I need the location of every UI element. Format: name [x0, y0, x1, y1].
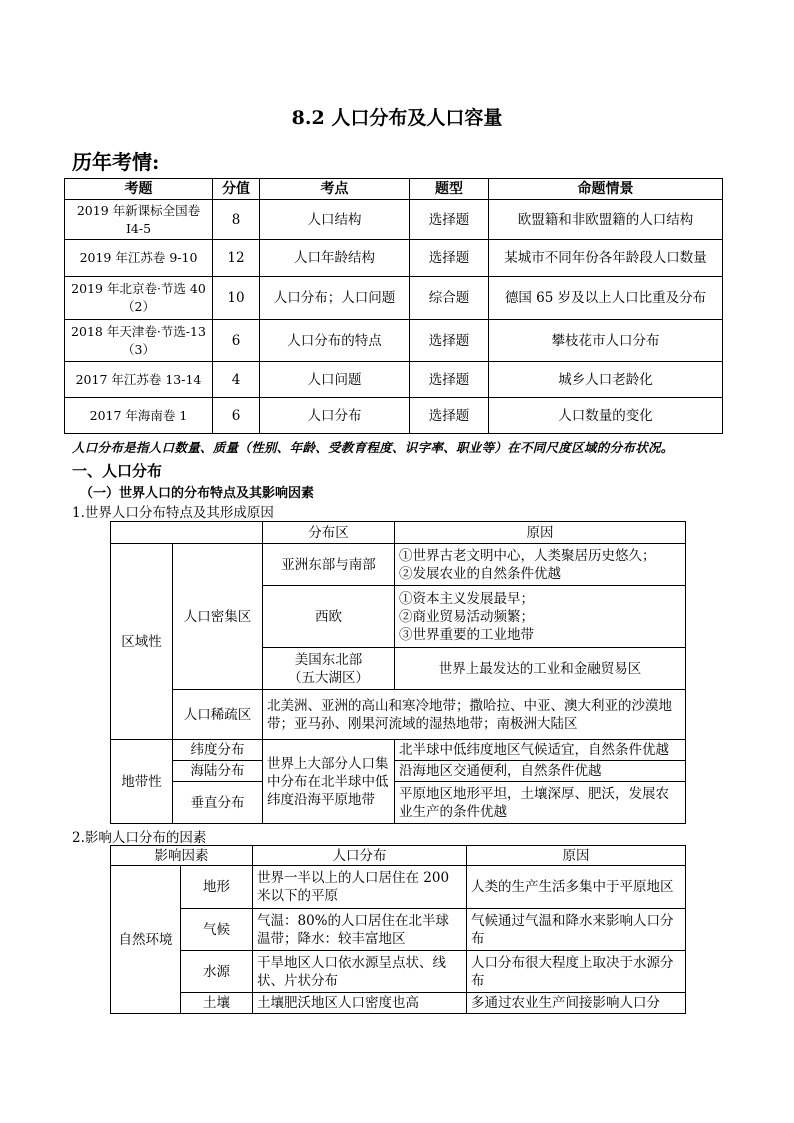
cell-context: 攀枝花市人口分布 [489, 320, 723, 362]
area-line: 美国东北部 [294, 651, 363, 668]
vertical-reason: 平原地区地形平坦，土壤深厚、肥沃，发展农业生产的条件优越 [395, 782, 686, 824]
sparse-description: 北美洲、亚洲的高山和寒冷地带；撒哈拉、中亚、澳大利亚的沙漠地带；亚马孙、刚果河流域的湿热地带；南极洲大陆区 [263, 690, 686, 740]
vertical-label: 垂直分布 [173, 782, 263, 824]
col-header: 考题 [65, 179, 213, 200]
item-heading: 2.影响人口分布的因素 [72, 830, 207, 846]
cell-exam: 2017 年江苏卷 13-14 [65, 362, 213, 398]
cell-type: 选择题 [410, 240, 489, 277]
table-row [65, 200, 723, 240]
col-header: 考点 [260, 179, 410, 200]
factor-reason: 多通过农业生产间接影响人口分 [467, 993, 686, 1014]
cell-exam: 2019 年江苏卷 9-10 [65, 240, 213, 277]
cell-exam: 2019 年北京卷·节选 40（2） [65, 277, 213, 320]
factor-label: 地形 [181, 866, 253, 909]
cell-score: 10 [213, 277, 260, 320]
reason-line: ②发展农业的自然条件优越 [399, 565, 561, 582]
cell-topic: 人口分布 [260, 398, 410, 434]
cell-topic: 人口年龄结构 [260, 240, 410, 277]
latitude-reason: 北半球中低纬度地区气候适宜，自然条件优越 [395, 740, 686, 761]
exam-table [64, 178, 723, 434]
sea-land-reason: 沿海地区交通便利，自然条件优越 [395, 761, 686, 782]
reason-east-asia [395, 544, 686, 586]
cell-topic: 人口问题 [260, 362, 410, 398]
reason-line: ①资本主义发展最早； [399, 590, 534, 607]
cell-type: 综合题 [410, 277, 489, 320]
col-header: 题型 [410, 179, 489, 200]
dense-label: 人口密集区 [173, 544, 263, 690]
cell-topic: 人口分布的特点 [260, 320, 410, 362]
table-row [65, 362, 723, 398]
reason-west-europe [395, 586, 686, 648]
cell-score: 12 [213, 240, 260, 277]
area-west-europe: 西欧 [263, 586, 395, 648]
cell-exam: 2019 年新课标全国卷Ⅰ4-5 [65, 200, 213, 240]
factor-label: 土壤 [181, 993, 253, 1014]
cell-score: 6 [213, 320, 260, 362]
intro-text: 人口分布是指人口数量、质量（性别、年龄、受教育程度、识字率、职业等）在不同尺度区域的分布状况。 [72, 440, 674, 455]
cell-topic: 人口结构 [260, 200, 410, 240]
area-us-northeast [263, 648, 395, 690]
factor-reason: 人口分布很大程度上取决于水源分布 [467, 951, 686, 993]
factor-distribution: 世界一半以上的人口居住在 200 米以下的平原 [253, 866, 467, 909]
exam-heading: 历年考情: [72, 150, 160, 174]
empty-header [111, 522, 263, 544]
factor-distribution: 气温：80%的人口居住在北半球温带；降水：较丰富地区 [253, 909, 467, 951]
cell-exam: 2018 年天津卷·节选-13（3） [65, 320, 213, 362]
latitude-label: 纬度分布 [173, 740, 263, 761]
col-header: 人口分布 [253, 846, 467, 866]
reason-line: ②商业贸易活动频繁； [399, 608, 534, 625]
page-title: 8.2 人口分布及人口容量 [291, 107, 503, 129]
cell-context: 某城市不同年份各年龄段人口数量 [489, 240, 723, 277]
sea-land-label: 海陆分布 [173, 761, 263, 782]
col-header: 分值 [213, 179, 260, 200]
cell-context: 欧盟籍和非欧盟籍的人口结构 [489, 200, 723, 240]
factor-distribution: 土壤肥沃地区人口密度也高 [253, 993, 467, 1014]
factor-reason: 气候通过气温和降水来影响人口分布 [467, 909, 686, 951]
cell-score: 4 [213, 362, 260, 398]
col-header: 原因 [467, 846, 686, 866]
zonal-label: 地带性 [111, 740, 173, 824]
item-heading: 1.世界人口分布特点及其形成原因 [72, 505, 274, 521]
section-heading: 一、人口分布 [72, 462, 163, 480]
cell-context: 德国 65 岁及以上人口比重及分布 [489, 277, 723, 320]
subsection-heading: （一）世界人口的分布特点及其影响因素 [80, 486, 315, 501]
factor-distribution: 干旱地区人口依水源呈点状、线状、片状分布 [253, 951, 467, 993]
cell-topic: 人口分布；人口问题 [260, 277, 410, 320]
cell-context: 城乡人口老龄化 [489, 362, 723, 398]
factor-label: 水源 [181, 951, 253, 993]
regional-label: 区域性 [111, 544, 173, 740]
table-row [65, 240, 723, 277]
col-header: 原因 [395, 522, 686, 544]
sparse-label: 人口稀疏区 [173, 690, 263, 740]
cell-type: 选择题 [410, 398, 489, 434]
cell-context: 人口数量的变化 [489, 398, 723, 434]
factor-reason: 人类的生产生活多集中于平原地区 [467, 866, 686, 909]
reason-line: ③世界重要的工业地带 [399, 626, 534, 643]
cell-type: 选择题 [410, 320, 489, 362]
cell-score: 8 [213, 200, 260, 240]
cell-score: 6 [213, 398, 260, 434]
cell-type: 选择题 [410, 200, 489, 240]
exam-table-header [65, 179, 723, 200]
area-line: （五大湖区） [288, 669, 369, 686]
col-header: 影响因素 [111, 846, 253, 866]
area-east-asia: 亚洲东部与南部 [263, 544, 395, 586]
table-row [65, 398, 723, 434]
cell-exam: 2017 年海南卷 1 [65, 398, 213, 434]
factor-label: 气候 [181, 909, 253, 951]
table-row [65, 277, 723, 320]
factor-table [110, 845, 686, 1014]
col-header: 分布区 [263, 522, 395, 544]
reason-line: ①世界古老文明中心，人类聚居历史悠久； [399, 547, 656, 564]
zonal-description: 世界上大部分人口集中分布在北半球中低纬度沿海平原地带 [263, 740, 395, 824]
natural-env-label: 自然环境 [111, 866, 181, 1014]
table-row [65, 320, 723, 362]
cell-type: 选择题 [410, 362, 489, 398]
reason-us-northeast: 世界上最发达的工业和金融贸易区 [395, 648, 686, 690]
col-header: 命题情景 [489, 179, 723, 200]
distribution-table [110, 521, 686, 824]
